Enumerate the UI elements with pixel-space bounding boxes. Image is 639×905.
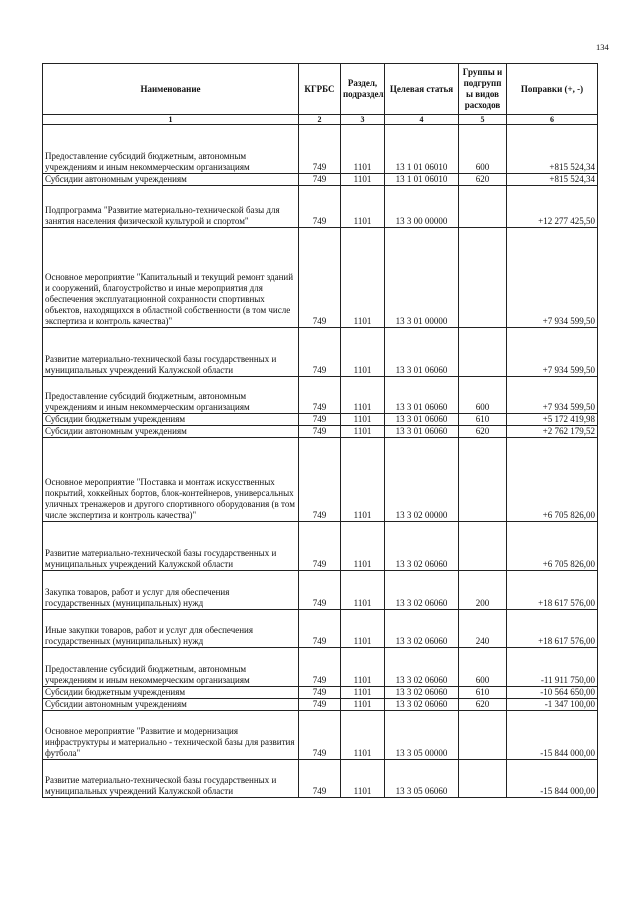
row-name: Развитие материально-технической базы государственных и муниципальных учреждений Калужской области [43, 522, 299, 571]
row-amount: +12 277 425,50 [507, 186, 598, 228]
column-number-row [43, 115, 598, 125]
row-group: 600 [459, 377, 507, 414]
row-kgrbs: 749 [299, 377, 341, 414]
row-section: 1101 [341, 228, 385, 328]
row-target: 13 1 01 06010 [385, 125, 459, 174]
row-kgrbs: 749 [299, 687, 341, 699]
row-kgrbs: 749 [299, 174, 341, 186]
row-name: Предоставление субсидий бюджетным, автономным учреждениям и иным некоммерческим организациям [43, 377, 299, 414]
row-kgrbs: 749 [299, 760, 341, 798]
row-group: 620 [459, 174, 507, 186]
row-amount: +18 617 576,00 [507, 571, 598, 610]
row-target: 13 3 01 06060 [385, 414, 459, 426]
row-name: Основное мероприятие "Развитие и модернизация инфраструктуры и материально - технической базы для развития футбола" [43, 711, 299, 760]
row-target: 13 3 01 06060 [385, 328, 459, 377]
row-amount: -1 347 100,00 [507, 699, 598, 711]
table-row [43, 174, 598, 186]
header-name: Наименование [43, 64, 299, 115]
row-amount: +7 934 599,50 [507, 228, 598, 328]
row-target: 13 3 05 00000 [385, 711, 459, 760]
row-amount: +7 934 599,50 [507, 377, 598, 414]
column-number: 1 [43, 115, 299, 125]
table-row [43, 571, 598, 610]
row-amount: -15 844 000,00 [507, 711, 598, 760]
page-number: 134 [596, 42, 609, 52]
table-row [43, 648, 598, 687]
column-number: 6 [507, 115, 598, 125]
row-amount: +6 705 826,00 [507, 522, 598, 571]
row-section: 1101 [341, 687, 385, 699]
row-target: 13 3 02 06060 [385, 522, 459, 571]
row-group: 610 [459, 414, 507, 426]
row-amount: -10 564 650,00 [507, 687, 598, 699]
row-amount: +815 524,34 [507, 174, 598, 186]
row-name: Основное мероприятие "Капитальный и текущий ремонт зданий и сооружений, благоустройство и иные мероприятия для обеспечения эксплуатационной сохранности спортивных объектов, находящихся в областной собственности (в том числе экспертиза и контроль качества)" [43, 228, 299, 328]
row-group [459, 760, 507, 798]
row-target: 13 3 01 06060 [385, 426, 459, 438]
header-groups: Группы и подгрупп ы видов расходов [459, 64, 507, 115]
row-group: 620 [459, 699, 507, 711]
row-amount: +815 524,34 [507, 125, 598, 174]
row-kgrbs: 749 [299, 610, 341, 648]
row-kgrbs: 749 [299, 648, 341, 687]
row-amount: +2 762 179,52 [507, 426, 598, 438]
row-group [459, 711, 507, 760]
row-group [459, 228, 507, 328]
row-kgrbs: 749 [299, 571, 341, 610]
column-number: 5 [459, 115, 507, 125]
table-row [43, 186, 598, 228]
row-group [459, 186, 507, 228]
row-name: Закупка товаров, работ и услуг для обеспечения государственных (муниципальных) нужд [43, 571, 299, 610]
row-group [459, 328, 507, 377]
table-row [43, 760, 598, 798]
table-row [43, 228, 598, 328]
row-section: 1101 [341, 186, 385, 228]
row-section: 1101 [341, 377, 385, 414]
column-number: 3 [341, 115, 385, 125]
row-target: 13 3 02 06060 [385, 699, 459, 711]
row-kgrbs: 749 [299, 438, 341, 522]
row-section: 1101 [341, 571, 385, 610]
row-kgrbs: 749 [299, 426, 341, 438]
row-name: Иные закупки товаров, работ и услуг для обеспечения государственных (муниципальных) нужд [43, 610, 299, 648]
table-row [43, 438, 598, 522]
table-row [43, 687, 598, 699]
row-amount: +6 705 826,00 [507, 438, 598, 522]
row-name: Субсидии бюджетным учреждениям [43, 687, 299, 699]
row-name: Субсидии автономным учреждениям [43, 174, 299, 186]
row-name: Субсидии автономным учреждениям [43, 426, 299, 438]
row-kgrbs: 749 [299, 228, 341, 328]
row-section: 1101 [341, 174, 385, 186]
row-target: 13 3 01 06060 [385, 377, 459, 414]
row-group: 200 [459, 571, 507, 610]
row-kgrbs: 749 [299, 522, 341, 571]
row-target: 13 1 01 06010 [385, 174, 459, 186]
row-name: Основное мероприятие "Поставка и монтаж искусственных покрытий, хоккейных бортов, блок-контейнеров, универсальных уличных тренажеров и другого спортивного оборудования (в том числе экспертиза и контроль качества)" [43, 438, 299, 522]
row-section: 1101 [341, 426, 385, 438]
row-name: Субсидии бюджетным учреждениям [43, 414, 299, 426]
table-row [43, 711, 598, 760]
table-header-row [43, 64, 598, 115]
row-target: 13 3 02 06060 [385, 687, 459, 699]
row-name: Предоставление субсидий бюджетным, автономным учреждениям и иным некоммерческим организациям [43, 125, 299, 174]
row-name: Развитие материально-технической базы государственных и муниципальных учреждений Калужской области [43, 760, 299, 798]
row-amount: -11 911 750,00 [507, 648, 598, 687]
row-section: 1101 [341, 699, 385, 711]
table-row [43, 610, 598, 648]
table-row [43, 699, 598, 711]
row-section: 1101 [341, 711, 385, 760]
budget-amendments-table [42, 63, 598, 798]
row-target: 13 3 02 00000 [385, 438, 459, 522]
row-target: 13 3 05 06060 [385, 760, 459, 798]
table-row [43, 125, 598, 174]
row-group: 240 [459, 610, 507, 648]
header-amendments: Поправки (+, -) [507, 64, 598, 115]
row-section: 1101 [341, 328, 385, 377]
row-kgrbs: 749 [299, 711, 341, 760]
header-kgrbs: КГРБС [299, 64, 341, 115]
row-amount: -15 844 000,00 [507, 760, 598, 798]
row-kgrbs: 749 [299, 125, 341, 174]
row-kgrbs: 749 [299, 699, 341, 711]
row-kgrbs: 749 [299, 328, 341, 377]
row-section: 1101 [341, 414, 385, 426]
table-row [43, 377, 598, 414]
row-section: 1101 [341, 610, 385, 648]
row-kgrbs: 749 [299, 414, 341, 426]
table-row [43, 414, 598, 426]
row-group: 620 [459, 426, 507, 438]
row-target: 13 3 00 00000 [385, 186, 459, 228]
row-section: 1101 [341, 438, 385, 522]
row-section: 1101 [341, 125, 385, 174]
row-group: 600 [459, 648, 507, 687]
column-number: 2 [299, 115, 341, 125]
row-target: 13 3 02 06060 [385, 571, 459, 610]
row-group: 600 [459, 125, 507, 174]
table-row [43, 426, 598, 438]
row-name: Субсидии автономным учреждениям [43, 699, 299, 711]
row-target: 13 3 02 06060 [385, 648, 459, 687]
row-section: 1101 [341, 522, 385, 571]
row-name: Подпрограмма "Развитие материально-технической базы для занятия населения физической культурой и спортом" [43, 186, 299, 228]
row-section: 1101 [341, 648, 385, 687]
row-name: Развитие материально-технической базы государственных и муниципальных учреждений Калужской области [43, 328, 299, 377]
column-number: 4 [385, 115, 459, 125]
row-group: 610 [459, 687, 507, 699]
row-amount: +18 617 576,00 [507, 610, 598, 648]
table-body [43, 125, 598, 798]
row-group [459, 522, 507, 571]
row-section: 1101 [341, 760, 385, 798]
row-name: Предоставление субсидий бюджетным, автономным учреждениям и иным некоммерческим организациям [43, 648, 299, 687]
row-kgrbs: 749 [299, 186, 341, 228]
header-target: Целевая статья [385, 64, 459, 115]
row-target: 13 3 02 06060 [385, 610, 459, 648]
table-row [43, 522, 598, 571]
row-group [459, 438, 507, 522]
header-section: Раздел, подраздел [341, 64, 385, 115]
row-target: 13 3 01 00000 [385, 228, 459, 328]
row-amount: +7 934 599,50 [507, 328, 598, 377]
table-row [43, 328, 598, 377]
row-amount: +5 172 419,98 [507, 414, 598, 426]
